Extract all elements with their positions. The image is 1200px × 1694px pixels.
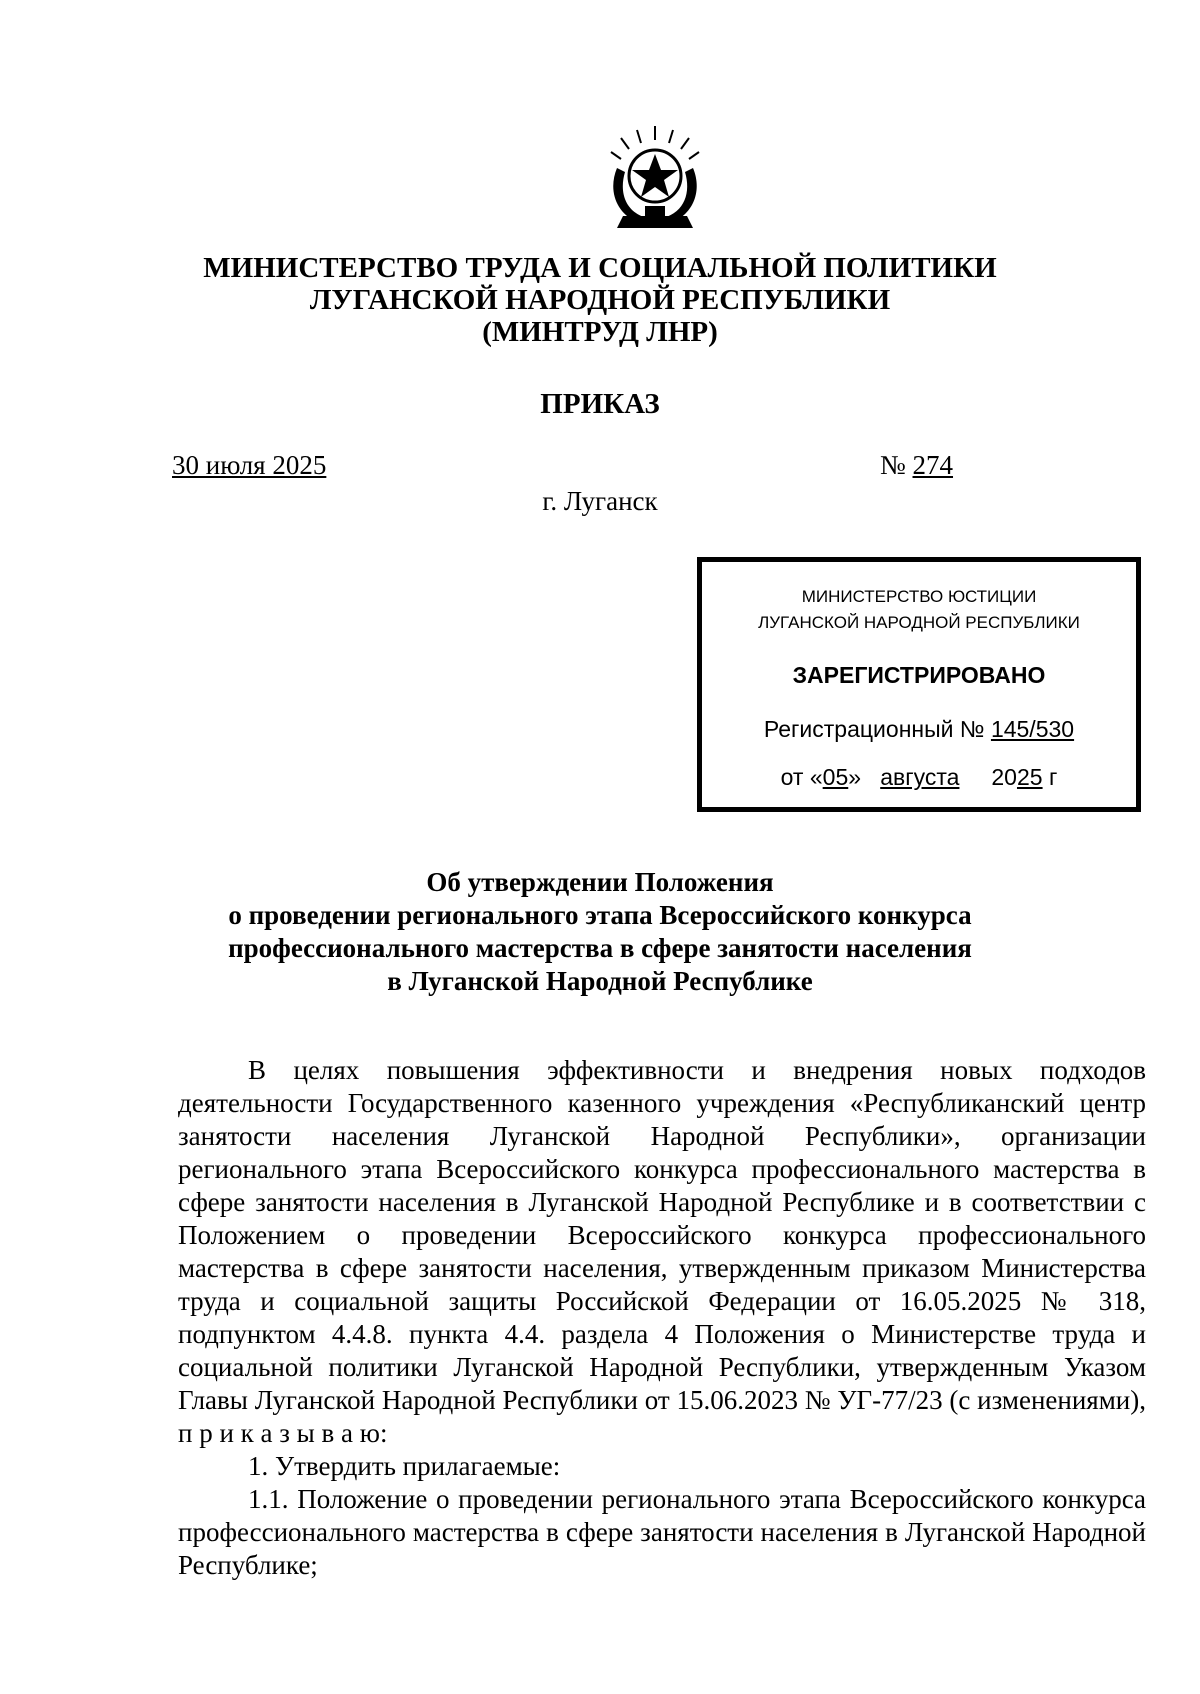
- date-day: 05: [822, 764, 849, 790]
- city: г. Луганск: [542, 486, 658, 516]
- registration-stamp: [697, 557, 1141, 812]
- ministry-line-3: (МИНТРУД ЛНР): [482, 316, 718, 348]
- order-number: [880, 450, 953, 481]
- number-sign: №: [880, 450, 906, 480]
- stamp-date: [702, 764, 1136, 791]
- coat-of-arms-icon: [597, 122, 713, 236]
- stamp-org-line-2: ЛУГАНСКОЙ НАРОДНОЙ РЕСПУБЛИКИ: [758, 613, 1080, 632]
- ministry-line-2: ЛУГАНСКОЙ НАРОДНОЙ РЕСПУБЛИКИ: [309, 284, 891, 316]
- number-value: 274: [912, 450, 954, 480]
- date-year-suffix: 25: [1016, 764, 1043, 790]
- ministry-line-1: МИНИСТЕРСТВО ТРУДА И СОЦИАЛЬНОЙ ПОЛИТИКИ: [203, 252, 997, 284]
- subject-line-1: Об утверждении Положения: [426, 867, 774, 897]
- date-month: августа: [880, 764, 960, 790]
- document-type: ПРИКАЗ: [540, 388, 660, 420]
- subject-line-4: в Луганской Народной Республике: [387, 966, 813, 996]
- order-body: [178, 1054, 1146, 1582]
- date-prefix: от «: [780, 764, 823, 790]
- paragraph-item-1: 1. Утвердить прилагаемые:: [248, 1451, 561, 1481]
- paragraph-preamble: В целях повышения эффективности и внедрения новых подходов деятельности Государственного казенного учреждения «Республиканский центр занятости населения Луганской Народной Республики», организации регионального этапа Всероссийского конкурса профессионального мастерства в сфере занятости населения в Луганской Народной Республике и в соответствии с Положением о проведении Всероссийского конкурса профессионального мастерства в сфере занятости населения, утвержденным приказом Министерства труда и социальной защиты Российской Федерации от 16.05.2025 № 318, подпунктом 4.4.8. пункта 4.4. раздела 4 Положения о Министерстве труда и социальной политики Луганской Народной Республики, утвержденным Указом Главы Луганской Народной Республики от 15.06.2023 № УГ-77/23 (с изменениями), п р и к а з ы в а ю:: [178, 1055, 1146, 1448]
- stamp-org-line-1: МИНИСТЕРСТВО ЮСТИЦИИ: [801, 587, 1037, 606]
- subject-line-3: профессионального мастерства в сфере занятости населения: [228, 933, 972, 963]
- date-year-mark: г: [1048, 764, 1058, 790]
- subject-line-2: о проведении регионального этапа Всероссийского конкурса: [228, 900, 972, 930]
- reg-label: Регистрационный №: [763, 716, 985, 742]
- date-day-close: »: [848, 764, 862, 790]
- stamp-registration-number: [702, 716, 1136, 743]
- paragraph-item-1-1: 1.1. Положение о проведении регионального этапа Всероссийского конкурса профессионального мастерства в сфере занятости населения в Луганской Народной Республике;: [178, 1484, 1146, 1580]
- ministry-name: [160, 252, 1040, 348]
- stamp-organization: [702, 584, 1136, 636]
- order-date: 30 июля 2025: [172, 450, 327, 480]
- date-year-prefix: 20: [991, 764, 1017, 790]
- order-subject: [160, 866, 1040, 998]
- stamp-status: ЗАРЕГИСТРИРОВАНО: [792, 662, 1046, 688]
- reg-number: 145/530: [990, 716, 1075, 742]
